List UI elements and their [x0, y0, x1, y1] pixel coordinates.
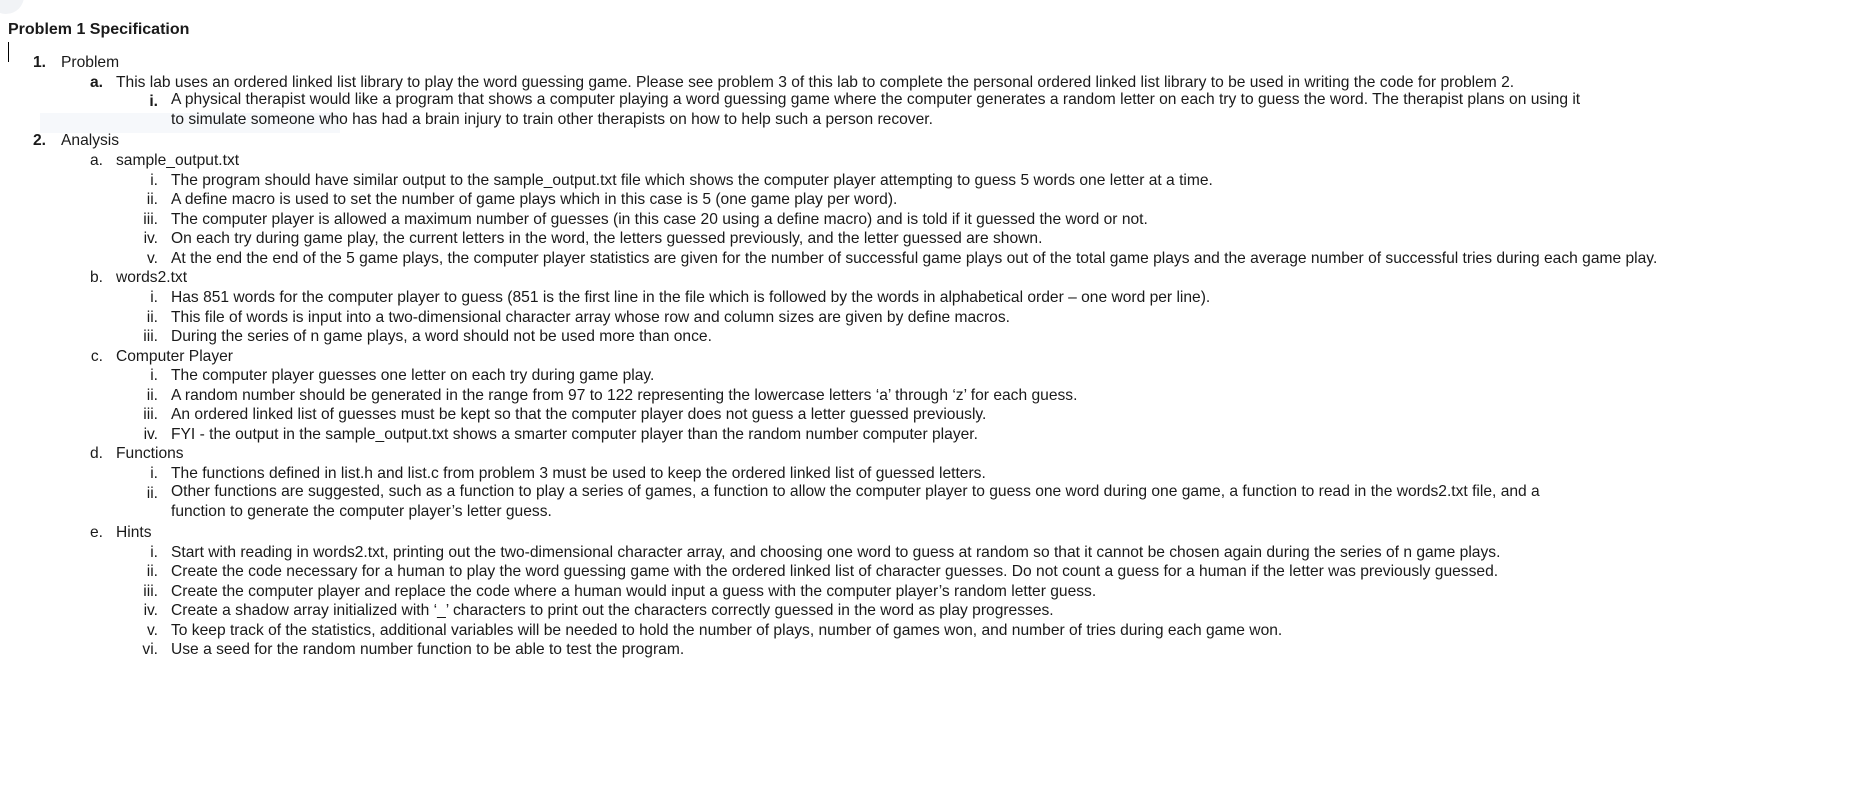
analysis-d-i-text: The functions defined in list.h and list.c from problem 3 must be used to keep the ordered linked list of guessed letters. — [171, 465, 986, 482]
analysis-c-iv-marker: iv. — [143, 426, 158, 443]
analysis-e-ii-text: Create the code necessary for a human to play the word guessing game with the ordered linked list of character guesses. Do not count a guess for a human if the letter was previously guessed. — [171, 563, 1499, 580]
background-avatar — [0, 0, 24, 14]
analysis-b-i-marker: i. — [150, 289, 158, 306]
section-2-marker: 2. — [32, 132, 46, 149]
list-item-analysis-d-ii — [0, 482, 1851, 528]
analysis-e-iv-marker: iv. — [143, 602, 158, 619]
analysis-b-text: words2.txt — [116, 269, 188, 286]
analysis-a-iii-text: The computer player is allowed a maximum number of guesses (in this case 20 using a define macro) and is told if it guessed the word or not. — [171, 211, 1148, 228]
analysis-e-marker: e. — [89, 524, 103, 541]
analysis-c-iii-text: An ordered linked list of guesses must be kept so that the computer player does not guess a letter guessed previously. — [171, 406, 987, 423]
analysis-e-i-text: Start with reading in words2.txt, printing out the two-dimensional character array, and choosing one word to guess at random so that it cannot be chosen again during the series of n game plays. — [171, 544, 1501, 561]
analysis-a-i-marker: i. — [150, 172, 158, 189]
problem-a-i-text: A physical therapist would like a program that shows a computer playing a word guessing game where the computer generates a random letter on each try to guess the word. The therapist plans on using it to simulate someone who has had a brain injury to train other therapists on how to help such a person recover. — [171, 91, 1581, 128]
section-1-label: Problem — [61, 54, 120, 71]
analysis-e-iii-text: Create the computer player and replace the code where a human would input a guess with the computer player’s random letter guess. — [171, 583, 1097, 600]
analysis-e-iv-text: Create a shadow array initialized with ‘_’ characters to print out the characters correctly guessed in the word as play progresses. — [171, 602, 1054, 619]
section-1-marker: 1. — [32, 54, 46, 71]
analysis-e-vi-text: Use a seed for the random number function to be able to test the program. — [171, 641, 685, 658]
analysis-b-i-text: Has 851 words for the computer player to guess (851 is the first line in the file which is followed by the words in alphabetical order – one word per line). — [171, 289, 1211, 306]
page-title: Problem 1 Specification — [8, 21, 190, 38]
analysis-c-i-marker: i. — [150, 367, 158, 384]
analysis-c-iv-text: FYI - the output in the sample_output.txt shows a smarter computer player than the random number computer player. — [171, 426, 978, 443]
problem-a-marker: a. — [89, 74, 103, 91]
analysis-c-iii-marker: iii. — [143, 406, 158, 423]
analysis-e-i-marker: i. — [150, 544, 158, 561]
analysis-b-iii-marker: iii. — [143, 328, 158, 345]
analysis-b-marker: b. — [89, 269, 103, 286]
analysis-c-text: Computer Player — [116, 348, 233, 365]
problem-a-i-marker: i. — [149, 93, 158, 110]
analysis-b-iii-text: During the series of n game plays, a word should not be used more than once. — [171, 328, 712, 345]
problem-a-text: This lab uses an ordered linked list library to play the word guessing game. Please see problem 3 of this lab to complete the personal ordered linked list library to be used in writing the code for problem 2. — [116, 74, 1515, 91]
section-2-label: Analysis — [61, 132, 120, 149]
analysis-a-v-marker: v. — [147, 250, 158, 267]
analysis-a-iv-text: On each try during game play, the current letters in the word, the letters guessed previously, and the letter guessed are shown. — [171, 230, 1043, 247]
analysis-d-ii-text: Other functions are suggested, such as a function to play a series of games, a function to allow the computer player to guess one word during one game, a function to read in the words2.txt file, and a function to generate the computer player’s letter guess. — [171, 483, 1540, 520]
analysis-a-marker: a. — [89, 152, 103, 169]
list-item-section-2 — [0, 129, 1851, 152]
analysis-a-i-text: The program should have similar output to the sample_output.txt file which shows the computer player attempting to guess 5 words one letter at a time. — [171, 172, 1213, 189]
analysis-d-marker: d. — [89, 445, 103, 462]
analysis-a-iii-marker: iii. — [143, 211, 158, 228]
analysis-d-ii-marker: ii. — [146, 485, 158, 502]
analysis-d-i-marker: i. — [150, 465, 158, 482]
analysis-e-iii-marker: iii. — [143, 583, 158, 600]
analysis-b-ii-marker: ii. — [146, 309, 158, 326]
analysis-c-marker: c. — [90, 348, 103, 365]
analysis-d-text: Functions — [116, 445, 184, 462]
analysis-e-ii-marker: ii. — [146, 563, 158, 580]
analysis-a-v-text: At the end the end of the 5 game plays, the computer player statistics are given for the number of successful game plays out of the total game plays and the average number of successful tries during each game play. — [171, 250, 1658, 267]
analysis-a-iv-marker: iv. — [143, 230, 158, 247]
analysis-e-v-text: To keep track of the statistics, additional variables will be needed to hold the number of plays, number of games won, and number of tries during each game won. — [171, 622, 1283, 639]
analysis-c-ii-text: A random number should be generated in the range from 97 to 122 representing the lowercase letters ‘a’ through ‘z’ for each guess. — [171, 387, 1078, 404]
analysis-e-vi-marker: vi. — [142, 641, 158, 658]
analysis-a-ii-text: A define macro is used to set the number of game plays which in this case is 5 (one game play per word). — [171, 191, 898, 208]
analysis-e-v-marker: v. — [147, 622, 158, 639]
analysis-a-ii-marker: ii. — [146, 191, 158, 208]
analysis-e-text: Hints — [116, 524, 152, 541]
analysis-c-ii-marker: ii. — [146, 387, 158, 404]
analysis-b-ii-text: This file of words is input into a two-dimensional character array whose row and column sizes are given by define macros. — [171, 309, 1010, 326]
analysis-c-i-text: The computer player guesses one letter on each try during game play. — [171, 367, 655, 384]
analysis-a-text: sample_output.txt — [116, 152, 240, 169]
